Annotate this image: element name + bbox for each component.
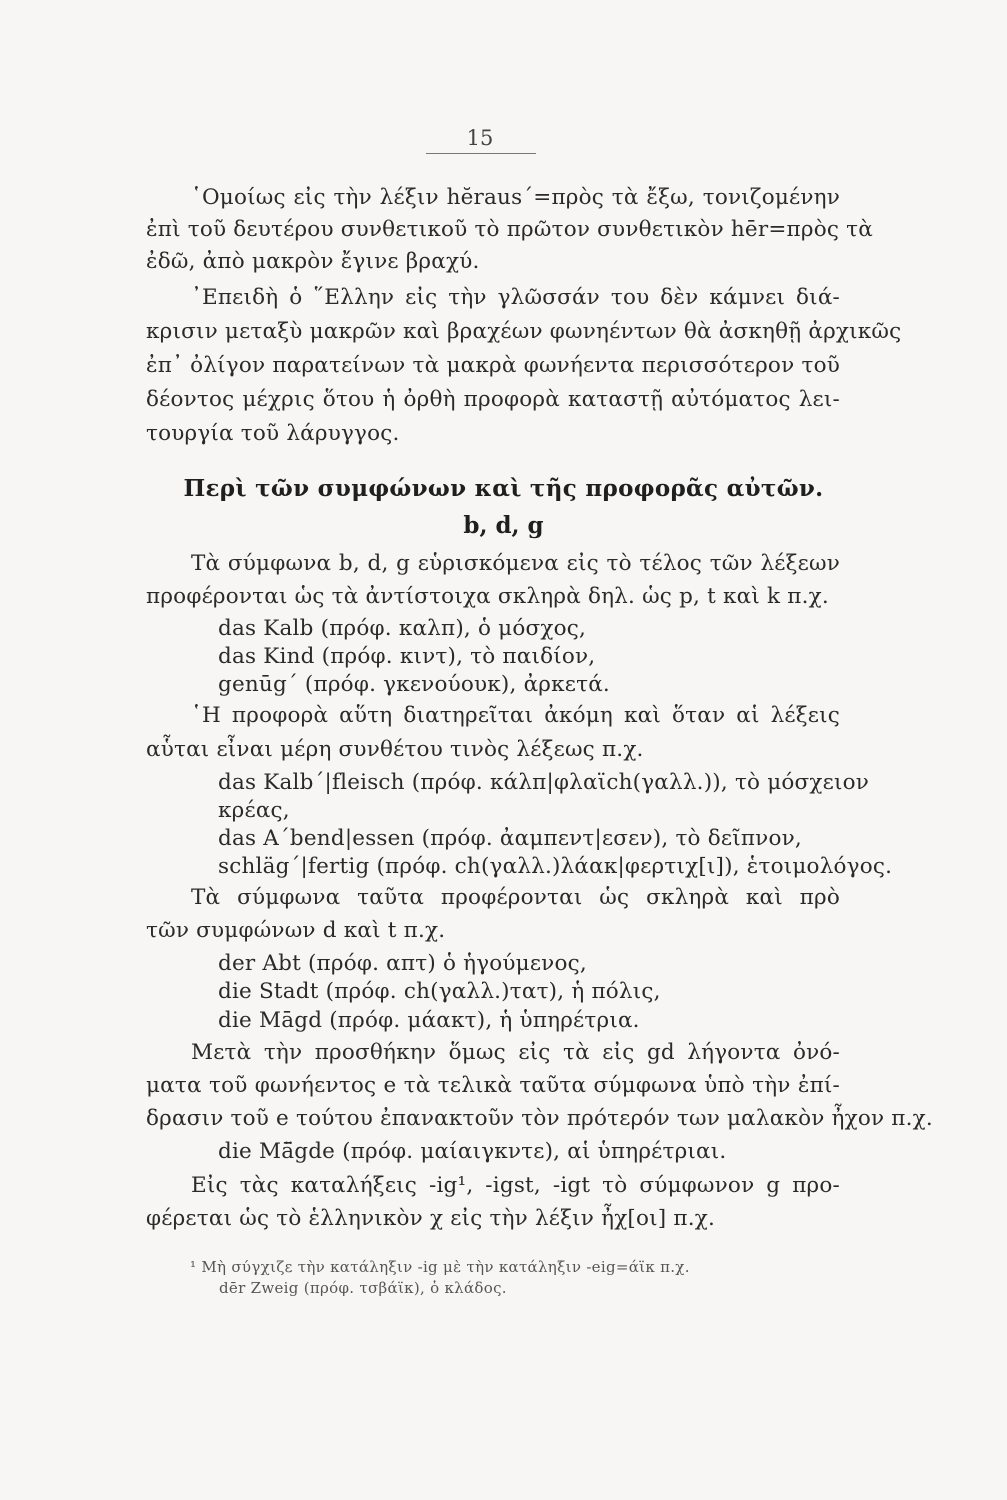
example-line: das A΄bend|essen (πρόφ. ἀαμπεντ|εσεν), τὸ δεῖπνον, xyxy=(218,826,802,851)
text-line: Τὰ σύμφωνα ταῦτα προφέρονται ὡς σκληρὰ καὶ πρὸ xyxy=(191,885,840,910)
text-line: προφέρονται ὡς τὰ ἀντίστοιχα σκληρὰ δηλ. ὡς p, t καὶ k π.χ. xyxy=(146,584,829,609)
example-line: κρέας, xyxy=(218,798,290,823)
page-number: 15 xyxy=(466,126,494,150)
text-line: τουργία τοῦ λάρυγγος. xyxy=(146,421,400,446)
header-rule xyxy=(426,153,536,154)
example-line: das Kalb (πρόφ. καλπ), ὁ μόσχος, xyxy=(218,616,587,641)
example-line: das Kalb΄|fleisch (πρόφ. κάλπ|φλαϊch(γαλλ.)), τὸ μόσχειον xyxy=(218,770,870,795)
text-line: κρισιν μεταξὺ μακρῶν καὶ βραχέων φωνηέντων θὰ ἀσκηθῇ ἀρχικῶς xyxy=(146,319,902,344)
example-line: die Stadt (πρόφ. ch(γαλλ.)τατ), ἡ πόλις, xyxy=(218,979,661,1004)
example-line: schläg΄|fertig (πρόφ. ch(γαλλ.)λάακ|φερτιχ[ι]), ἑτοιμολόγος. xyxy=(218,854,893,879)
text-line: δρασιν τοῦ e τούτου ἐπανακτοῦν τὸν πρότερόν των μαλακὸν ἦχον π.χ. xyxy=(146,1106,933,1131)
text-line: ᾿Επειδὴ ὁ ῞Ελλην εἰς τὴν γλῶσσάν του δὲν κάμνει διά- xyxy=(191,285,840,310)
example-line: der Abt (πρόφ. απτ) ὁ ἡγούμενος, xyxy=(218,951,587,976)
example-line: die Mā̈gde (πρόφ. μαίαιγκντε), αἱ ὑπηρέτριαι. xyxy=(218,1139,727,1164)
text-line: Εἰς τὰς καταλήξεις -ig¹, -igst, -igt τὸ σύμφωνον g προ- xyxy=(191,1173,840,1198)
section-heading: Περὶ τῶν συμφώνων καὶ τῆς προφορᾶς αὐτῶν. xyxy=(183,475,824,502)
text-line: ῾Ομοίως εἰς τὴν λέξιν hĕraus΄=πρὸς τὰ ἔξω, τονιζομένην xyxy=(191,185,840,210)
text-line: αὗται εἶναι μέρη συνθέτου τινὸς λέξεως π.χ. xyxy=(146,737,644,762)
footnote-line: ¹ Μὴ σύγχιζε τὴν κατάληξιν -ig μὲ τὴν κατάληξιν -eig=άϊκ π.χ. xyxy=(190,1258,690,1276)
text-line: ἐδῶ, ἀπὸ μακρὸν ἔγινε βραχύ. xyxy=(146,249,480,274)
text-line: τῶν συμφώνων d καὶ t π.χ. xyxy=(146,918,446,943)
section-subheading: b, d, g xyxy=(463,512,544,539)
text-line: φέρεται ὡς τὸ ἑλληνικὸν χ εἰς τὴν λέξιν ἦχ[οι] π.χ. xyxy=(146,1206,716,1231)
text-line: Μετὰ τὴν προσθήκην ὅμως εἰς τὰ εἰς gd λήγοντα ὀνό- xyxy=(191,1040,840,1065)
text-line: ματα τοῦ φωνήεντος e τὰ τελικὰ ταῦτα σύμφωνα ὑπὸ τὴν ἐπί- xyxy=(146,1073,840,1098)
text-line: ἐπ᾿ ὀλίγον παρατείνων τὰ μακρὰ φωνήεντα περισσότερον τοῦ xyxy=(146,353,840,378)
example-line: genūg΄ (πρόφ. γκενούουκ), ἀρκετά. xyxy=(218,672,610,697)
text-line: Τὰ σύμφωνα b, d, g εὑρισκόμενα εἰς τὸ τέλος τῶν λέξεων xyxy=(191,551,840,576)
text-line: ἐπὶ τοῦ δευτέρου συνθετικοῦ τὸ πρῶτον συνθετικὸν hēr=πρὸς τὰ xyxy=(146,217,873,242)
example-line: das Kind (πρόφ. κιντ), τὸ παιδίον, xyxy=(218,644,596,669)
text-line: δέοντος μέχρις ὅτου ἡ ὀρθὴ προφορὰ καταστῇ αὐτόματος λει- xyxy=(146,387,840,412)
footnote-line: dēr Zweig (πρόφ. τσβάϊκ), ὁ κλάδος. xyxy=(219,1279,507,1297)
example-line: die Māgd (πρόφ. μάακτ), ἡ ὑπηρέτρια. xyxy=(218,1008,640,1033)
text-line: ῾Η προφορὰ αὕτη διατηρεῖται ἀκόμη καὶ ὅταν αἱ λέξεις xyxy=(191,703,840,728)
